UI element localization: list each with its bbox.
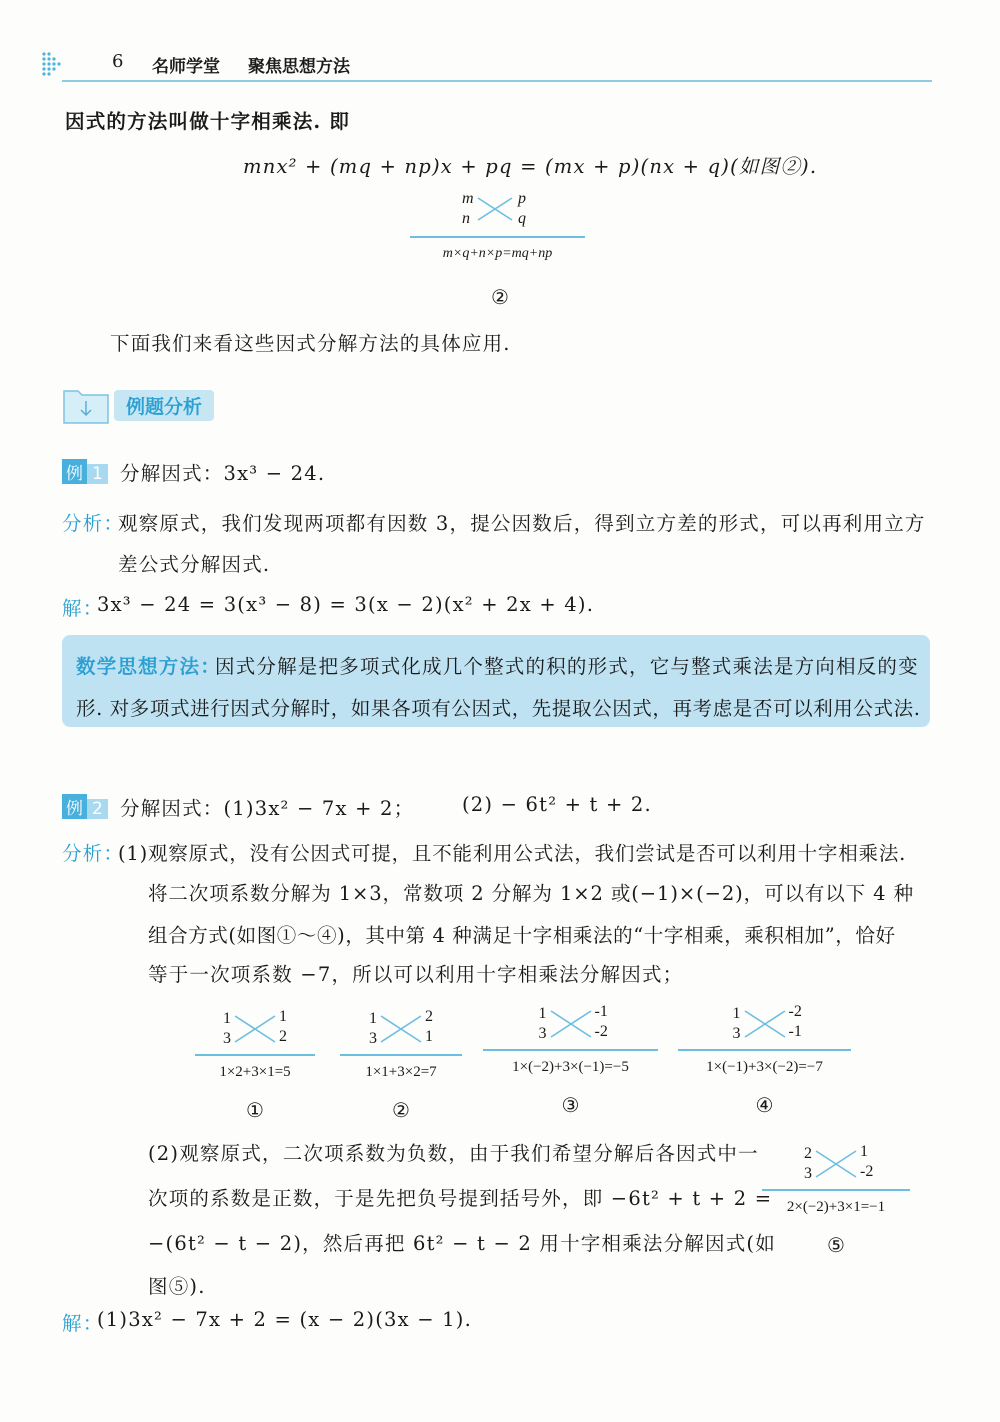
coef: 1 [369, 1010, 377, 1027]
coef: 1 [425, 1028, 433, 1045]
solution-text: (1)3x² − 7x + 2 = (x − 2)(3x − 1). [97, 1308, 472, 1331]
coef: p [518, 190, 526, 207]
coef: -2 [788, 1003, 802, 1020]
header-rule [62, 80, 932, 82]
cross-diagram-general [410, 190, 585, 270]
analysis-line: 组合方式(如图①～④)，其中第 4 种满足十字相乘法的“十字相乘，乘积相加”，恰好 [148, 924, 896, 947]
solution-label: 解： [62, 1312, 104, 1335]
coef: q [518, 210, 526, 227]
cross-lines-icon [743, 1009, 787, 1039]
method-line: 因式分解是把多项式化成几个整式的积的形式，它与整式乘法是方向相反的变 [215, 655, 919, 678]
figure-label: ⑤ [827, 1235, 845, 1257]
intro-line2: 下面我们来看这些因式分解方法的具体应用. [110, 332, 511, 355]
coef: -1 [594, 1003, 608, 1020]
solution-text: 3x³ − 24 = 3(x³ − 8) = 3(x − 2)(x² + 2x + 4). [97, 593, 595, 616]
figure-label: ③ [561, 1095, 580, 1117]
cross-lines-icon [549, 1009, 593, 1039]
method-label: 数学思想方法： [76, 655, 221, 678]
analysis-label: 分析： [62, 512, 125, 535]
cross-result: 1×(−1)+3×(−2)=−7 [706, 1059, 823, 1075]
analysis-label: 分析： [62, 842, 125, 865]
coef: 2 [804, 1145, 812, 1162]
coef: 3 [369, 1030, 377, 1047]
coef: 3 [732, 1025, 741, 1042]
solution-label: 解： [62, 597, 104, 620]
cross-diagram [195, 1010, 315, 1120]
coef: m [462, 190, 474, 207]
cross-diagram [483, 1005, 658, 1115]
analysis-line: (1)观察原式，没有公因式可提，且不能利用公式法，我们尝试是否可以利用十字相乘法. [118, 842, 907, 865]
divider [483, 1049, 658, 1051]
coef: 3 [223, 1030, 231, 1047]
example-tag [62, 459, 108, 484]
divider [678, 1049, 851, 1051]
cross-lines-icon [814, 1149, 858, 1179]
coef: 1 [538, 1005, 547, 1022]
folder-download-icon [62, 385, 110, 425]
header-dots-icon [40, 50, 76, 78]
analysis-line: 等于一次项系数 −7，所以可以利用十字相乘法分解因式； [148, 963, 684, 986]
analysis-line: 观察原式，我们发现两项都有因数 3，提公因数后，得到立方差的形式，可以再利用立方 [118, 512, 926, 535]
cross-result: m×q+n×p=mq+np [442, 246, 553, 261]
book-title: 名师学堂 [152, 57, 220, 77]
analysis-line: (2)观察原式，二次项系数为负数，由于我们希望分解后各因式中一 [148, 1142, 759, 1165]
example-tag [62, 794, 108, 819]
cross-result: 2×(−2)+3×1=−1 [786, 1199, 886, 1215]
example2-problem2: (2) − 6t² + t + 2. [462, 793, 652, 816]
analysis-line: 差公式分解因式. [118, 553, 271, 576]
divider [340, 1054, 462, 1056]
divider [762, 1189, 910, 1191]
page-number: 6 [112, 51, 124, 72]
coef: 3 [538, 1025, 547, 1042]
tag-text: 例 [62, 794, 87, 819]
figure-label: ④ [755, 1095, 774, 1117]
tag-number: 2 [87, 799, 108, 819]
figure-label: ② [491, 285, 509, 309]
divider [410, 236, 585, 238]
analysis-line: −(6t² − t − 2)，然后再把 6t² − t − 2 用十字相乘法分解因式(如 [148, 1232, 776, 1255]
tag-text: 例 [62, 459, 87, 484]
cross-lines-icon [233, 1014, 277, 1044]
analysis-line: 次项的系数是正数，于是先把负号提到括号外，即 −6t² + t + 2 = [148, 1187, 773, 1210]
cross-lines-icon [476, 196, 514, 222]
cross-diagram [340, 1010, 462, 1120]
cross-result: 1×2+3×1=5 [219, 1064, 291, 1080]
coef: 3 [804, 1165, 812, 1182]
example1-problem: 分解因式：3x³ − 24. [120, 462, 326, 485]
analysis-line: 将二次项系数分解为 1×3，常数项 2 分解为 1×2 或(−1)×(−2)，可以有以下 4 种 [148, 882, 914, 905]
cross-formula: mnx² + (mq + np)x + pq = (mx + p)(nx + q)(如图②). [243, 155, 818, 178]
coef: 2 [425, 1008, 433, 1025]
cross-diagram [762, 1145, 910, 1255]
cross-result: 1×(−2)+3×(−1)=−5 [512, 1059, 629, 1075]
coef: 1 [223, 1010, 231, 1027]
coef: 1 [279, 1008, 287, 1025]
section-heading: 例题分析 [114, 390, 214, 421]
figure-label: ① [246, 1100, 264, 1122]
coef: 1 [860, 1143, 868, 1160]
coef: n [462, 210, 470, 227]
intro-text: 因式的方法叫做十字相乘法. 即 [65, 110, 351, 133]
tag-number: 1 [87, 464, 108, 484]
chapter-title: 聚焦思想方法 [248, 57, 350, 77]
analysis-line: 图⑤). [148, 1275, 206, 1298]
figure-label: ② [392, 1100, 410, 1122]
divider [195, 1054, 315, 1056]
coef: -2 [860, 1163, 874, 1180]
cross-diagram [678, 1005, 851, 1115]
cross-result: 1×1+3×2=7 [365, 1064, 437, 1080]
coef: -1 [788, 1023, 802, 1040]
coef: 2 [279, 1028, 287, 1045]
coef: -2 [594, 1023, 608, 1040]
method-line: 形. 对多项式进行因式分解时，如果各项有公因式，先提取公因式，再考虑是否可以利用公式法. [76, 697, 921, 720]
example2-problem: 分解因式：(1)3x² − 7x + 2； [120, 797, 415, 820]
cross-lines-icon [379, 1014, 423, 1044]
coef: 1 [732, 1005, 741, 1022]
